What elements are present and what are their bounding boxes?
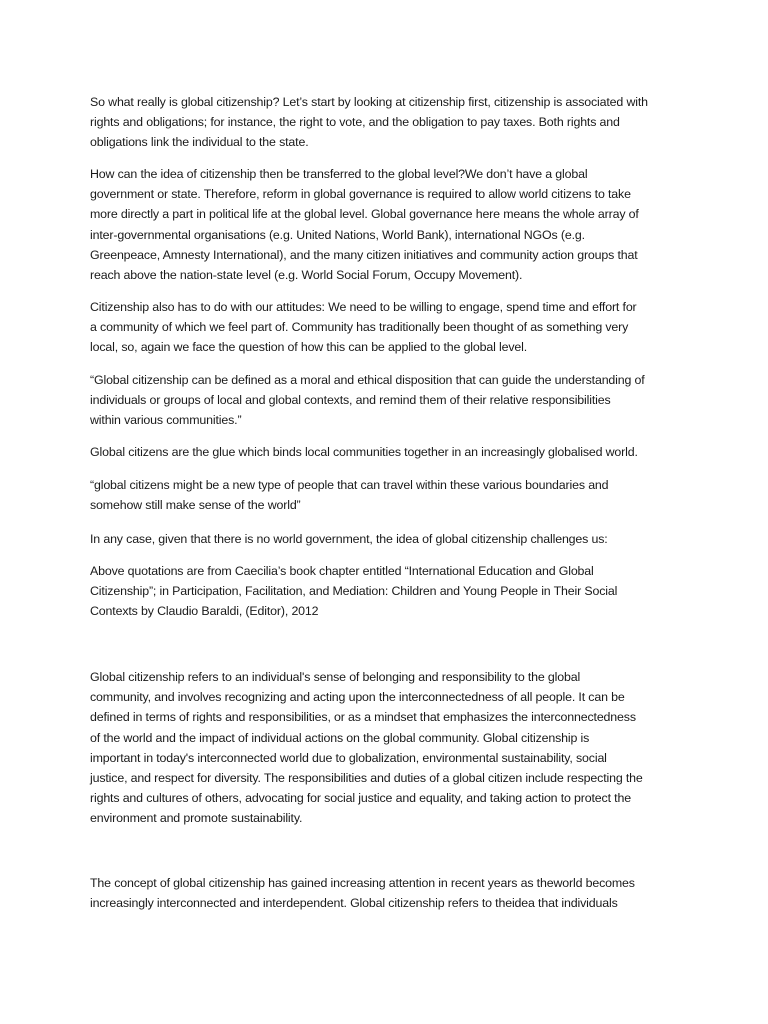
text-line: of the world and the impact of individual actions on the global community. Global citizenship is xyxy=(90,730,590,745)
text-line: within various communities.” xyxy=(90,413,242,428)
text-line: environment and promote sustainability. xyxy=(90,811,303,826)
text-line: obligations link the individual to the state. xyxy=(90,135,309,150)
text-line: Global citizens are the glue which binds local communities together in an increasingly globalised world. xyxy=(90,445,638,459)
text-line: justice, and respect for diversity. The responsibilities and duties of a global citizen include respecting the xyxy=(90,771,643,786)
text-line: Greenpeace, Amnesty International), and the many citizen initiatives and community action groups that xyxy=(90,247,638,262)
paragraph-challenges xyxy=(90,529,608,549)
text-line: Contexts by Claudio Baraldi, (Editor), 2012 xyxy=(90,604,319,619)
text-line: government or state. Therefore, reform in global governance is required to allow world citizens to take xyxy=(90,187,631,202)
text-line: community, and involves recognizing and acting upon the interconnectedness of all people. It can be xyxy=(90,690,625,705)
text-line: local, so, again we face the question of how this can be applied to the global level. xyxy=(90,340,528,355)
paragraph-definition xyxy=(90,667,643,829)
text-line: Above quotations are from Caecilia’s book chapter entitled “International Education and Global xyxy=(90,564,594,578)
text-line: Global citizenship refers to an individual's sense of belonging and responsibility to the global xyxy=(90,670,581,684)
paragraph-quote-definition xyxy=(90,370,645,431)
text-line: increasingly interconnected and interdependent. Global citizenship refers to theidea that individuals xyxy=(90,896,618,911)
paragraph-attitudes xyxy=(90,297,637,358)
text-line: Citizenship also has to do with our attitudes: We need to be willing to engage, spend time and effort for xyxy=(90,300,637,314)
text-line: rights and obligations; for instance, the right to vote, and the obligation to pay taxes. Both rights and xyxy=(90,115,620,130)
text-line: The concept of global citizenship has gained increasing attention in recent years as theworld becomes xyxy=(90,876,635,890)
text-line: somehow still make sense of the world” xyxy=(90,498,301,513)
text-line: a community of which we feel part of. Community has traditionally been thought of as something very xyxy=(90,320,629,335)
text-line: “Global citizenship can be defined as a moral and ethical disposition that can guide the understanding of xyxy=(90,373,645,387)
text-line: individuals or groups of local and global contexts, and remind them of their relative responsibilities xyxy=(90,393,611,408)
text-line: more directly a part in political life at the global level. Global governance here means the whole array of xyxy=(90,207,639,222)
text-line: rights and cultures of others, advocating for social justice and equality, and taking action to protect the xyxy=(90,791,631,806)
text-line: “global citizens might be a new type of people that can travel within these various boundaries and xyxy=(90,478,609,492)
paragraph-global-level xyxy=(90,164,639,285)
text-line: inter-governmental organisations (e.g. United Nations, World Bank), international NGOs (e.g. xyxy=(90,227,585,242)
paragraph-citizenship-intro xyxy=(90,92,648,153)
paragraph-source-citation xyxy=(90,561,617,622)
text-line: In any case, given that there is no world government, the idea of global citizenship challenges us: xyxy=(90,532,608,546)
text-line: important in today's interconnected world due to globalization, environmental sustainability, social xyxy=(90,750,607,765)
paragraph-glue xyxy=(90,442,638,462)
paragraph-quote-new-type xyxy=(90,475,608,515)
text-line: reach above the nation-state level (e.g. World Social Forum, Occupy Movement). xyxy=(90,268,523,283)
text-line: So what really is global citizenship? Let’s start by looking at citizenship first, citizenship is associated with xyxy=(90,95,648,109)
text-line: defined in terms of rights and responsibilities, or as a mindset that emphasizes the interconnectedness xyxy=(90,710,636,725)
text-line: How can the idea of citizenship then be transferred to the global level?We don’t have a global xyxy=(90,167,588,181)
paragraph-concept xyxy=(90,873,635,913)
text-line: Citizenship”; in Participation, Facilitation, and Mediation: Children and Young People in Their Social xyxy=(90,584,618,599)
